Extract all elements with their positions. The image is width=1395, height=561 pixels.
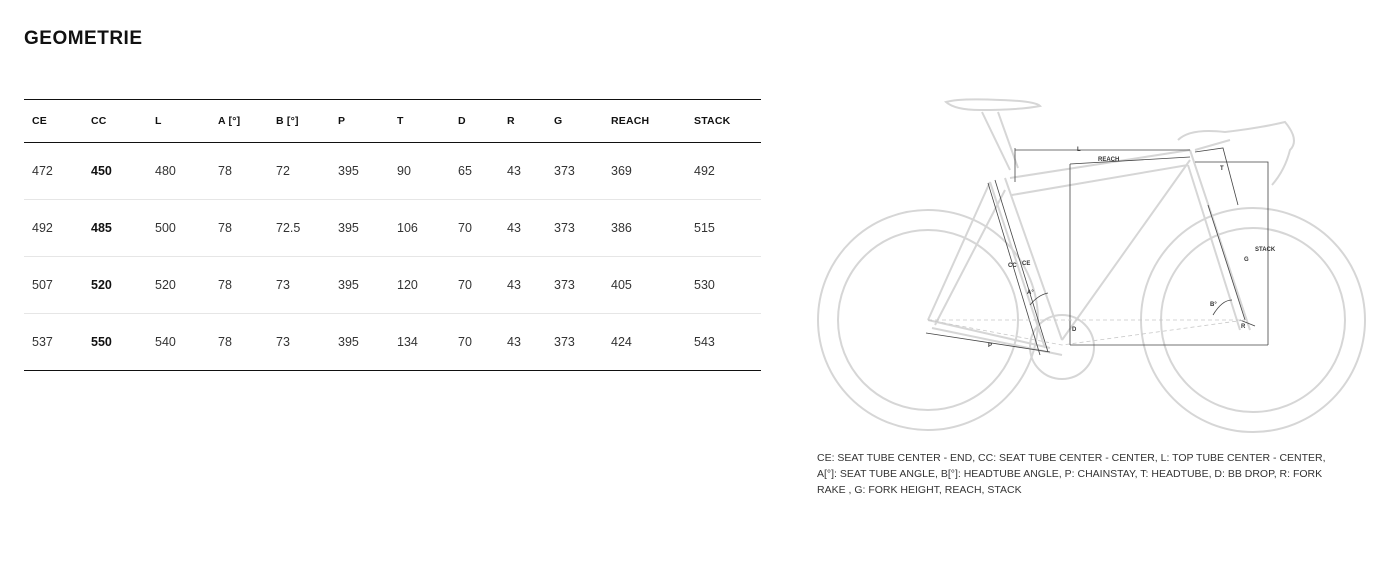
table-cell: 405 (603, 257, 686, 314)
label-r: R (1241, 324, 1246, 330)
table-cell: 373 (546, 314, 603, 371)
table-cell: 43 (499, 314, 546, 371)
column-header-reach: REACH (603, 100, 686, 143)
table-cell: 78 (210, 314, 268, 371)
column-header-b: B [°] (268, 100, 330, 143)
column-header-g: G (546, 100, 603, 143)
table-cell: 480 (147, 143, 210, 200)
label-l: L (1077, 147, 1081, 153)
label-b: B° (1210, 302, 1217, 308)
table-cell: 72 (268, 143, 330, 200)
table-cell: 134 (389, 314, 450, 371)
label-ce: CE (1022, 261, 1031, 267)
table-cell: 424 (603, 314, 686, 371)
table-row (24, 200, 761, 257)
label-reach: REACH (1098, 157, 1120, 163)
table-cell: 373 (546, 143, 603, 200)
column-header-t: T (389, 100, 450, 143)
table-cell: 43 (499, 200, 546, 257)
table-row (24, 143, 761, 200)
table-cell: 537 (24, 314, 83, 371)
table-cell: 520 (83, 257, 147, 314)
table-cell: 450 (83, 143, 147, 200)
table-cell: 395 (330, 314, 389, 371)
table-cell: 492 (24, 200, 83, 257)
table-cell: 530 (686, 257, 761, 314)
bike-geometry-diagram (815, 92, 1370, 440)
table-cell: 43 (499, 257, 546, 314)
saddle (946, 99, 1040, 110)
table-cell: 369 (603, 143, 686, 200)
column-header-p: P (330, 100, 389, 143)
label-d: D (1072, 327, 1077, 333)
table-header-row (24, 100, 761, 143)
table-cell: 70 (450, 200, 499, 257)
table-cell: 515 (686, 200, 761, 257)
column-header-d: D (450, 100, 499, 143)
table-cell: 395 (330, 143, 389, 200)
table-cell: 550 (83, 314, 147, 371)
table-cell: 65 (450, 143, 499, 200)
table-cell: 395 (330, 257, 389, 314)
label-p: P (988, 343, 993, 349)
geometry-legend: CE: SEAT TUBE CENTER - END, CC: SEAT TUBE CENTER - CENTER, L: TOP TUBE CENTER - CENTER, A[°]: SEAT TUBE ANGLE, B[°]: HEADTUBE ANGLE, P: CHAINSTAY, T: HEADTUBE, D: BB DROP, R: FORK RAKE , G: FORK HEIGHT, REACH, STACK (817, 452, 1326, 496)
table-row (24, 314, 761, 371)
label-g: G (1244, 257, 1249, 263)
label-cc: CC (1008, 263, 1017, 269)
table-cell: 70 (450, 257, 499, 314)
table-cell: 500 (147, 200, 210, 257)
label-a: A° (1027, 290, 1034, 296)
table-cell: 520 (147, 257, 210, 314)
table-cell: 78 (210, 257, 268, 314)
table-cell: 373 (546, 200, 603, 257)
table-cell: 78 (210, 200, 268, 257)
label-t: T (1220, 166, 1224, 172)
table-cell: 120 (389, 257, 450, 314)
column-header-cc: CC (83, 100, 147, 143)
table-cell: 386 (603, 200, 686, 257)
column-header-stack: STACK (686, 100, 761, 143)
bike-frame (928, 150, 1250, 355)
column-header-a: A [°] (210, 100, 268, 143)
table-cell: 485 (83, 200, 147, 257)
table-row (24, 257, 761, 314)
table-cell: 543 (686, 314, 761, 371)
column-header-r: R (499, 100, 546, 143)
table-cell: 507 (24, 257, 83, 314)
table-cell: 43 (499, 143, 546, 200)
table-cell: 472 (24, 143, 83, 200)
table-cell: 73 (268, 257, 330, 314)
table-cell: 90 (389, 143, 450, 200)
geometry-table (24, 99, 761, 371)
table-cell: 373 (546, 257, 603, 314)
page-title: GEOMETRIE (24, 28, 143, 49)
table-cell: 492 (686, 143, 761, 200)
table-cell: 106 (389, 200, 450, 257)
table-cell: 72.5 (268, 200, 330, 257)
table-cell: 78 (210, 143, 268, 200)
column-header-ce: CE (24, 100, 83, 143)
label-stack: STACK (1255, 247, 1276, 253)
table-cell: 73 (268, 314, 330, 371)
table-cell: 70 (450, 314, 499, 371)
table-cell: 395 (330, 200, 389, 257)
column-header-l: L (147, 100, 210, 143)
table-cell: 540 (147, 314, 210, 371)
